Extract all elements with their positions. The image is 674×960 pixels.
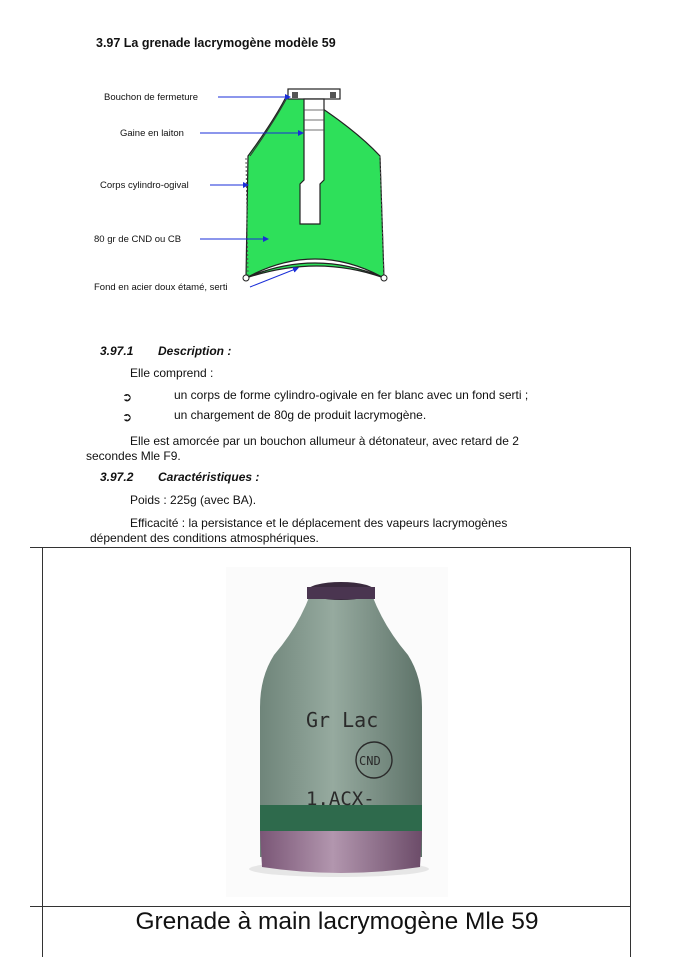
cutaway-drawing	[88, 72, 388, 312]
frame-top-border	[30, 547, 630, 548]
bullet-text: un corps de forme cylindro-ogivale en fer blanc avec un fond serti ;	[174, 388, 529, 402]
heading-description-text: Description :	[158, 344, 232, 358]
photo-marking-stamp: CND	[359, 754, 381, 768]
photo-base	[260, 831, 422, 873]
label-bottom: Fond en acier doux étamé, serti	[94, 282, 228, 293]
weight-text: Poids : 225g (avec BA).	[130, 493, 257, 507]
description-intro: Elle comprend :	[130, 366, 214, 380]
grenade-photo	[226, 567, 448, 897]
frame-left-border	[42, 547, 43, 957]
frame-right-border	[630, 547, 631, 957]
heading-characteristics	[100, 470, 259, 484]
heading-description-number: 3.97.1	[100, 344, 134, 358]
description-para-line1: Elle est amorcée par un bouchon allumeur à détonateur, avec retard de 2	[130, 434, 519, 448]
photo-marking-line1: Gr Lac	[306, 708, 379, 732]
caption-top-border	[30, 906, 630, 907]
description-para-line2: secondes Mle F9.	[86, 449, 181, 463]
heading-characteristics-number: 3.97.2	[100, 470, 134, 484]
bullet-arrow-icon: ➲	[122, 390, 133, 404]
heading-characteristics-text: Caractéristiques :	[158, 470, 260, 484]
label-body: Corps cylindro-ogival	[100, 180, 189, 191]
heading-description	[100, 344, 231, 358]
efficacy-line1: Efficacité : la persistance et le déplacement des vapeurs lacrymogènes	[130, 516, 508, 530]
label-charge: 80 gr de CND ou CB	[94, 234, 182, 245]
list-item	[122, 388, 529, 408]
label-brass-sleeve: Gaine en laiton	[120, 128, 184, 139]
brass-sleeve-shape	[300, 99, 324, 224]
label-closure-cap: Bouchon de fermeture	[104, 92, 199, 103]
photo-marking-line3: 1.ACX-	[306, 788, 375, 810]
grenade-cutaway-diagram	[88, 72, 388, 312]
bullet-list	[122, 388, 529, 428]
bullet-arrow-icon: ➲	[122, 410, 133, 424]
bullet-text: un chargement de 80g de produit lacrymogène.	[174, 408, 427, 422]
list-item	[122, 408, 427, 428]
photo-caption: Grenade à main lacrymogène Mle 59	[135, 908, 539, 935]
efficacy-line2: dépendent des conditions atmosphériques.	[90, 531, 319, 545]
section-title: 3.97 La grenade lacrymogène modèle 59	[96, 36, 336, 50]
grenade-photo-drawing	[226, 567, 448, 897]
